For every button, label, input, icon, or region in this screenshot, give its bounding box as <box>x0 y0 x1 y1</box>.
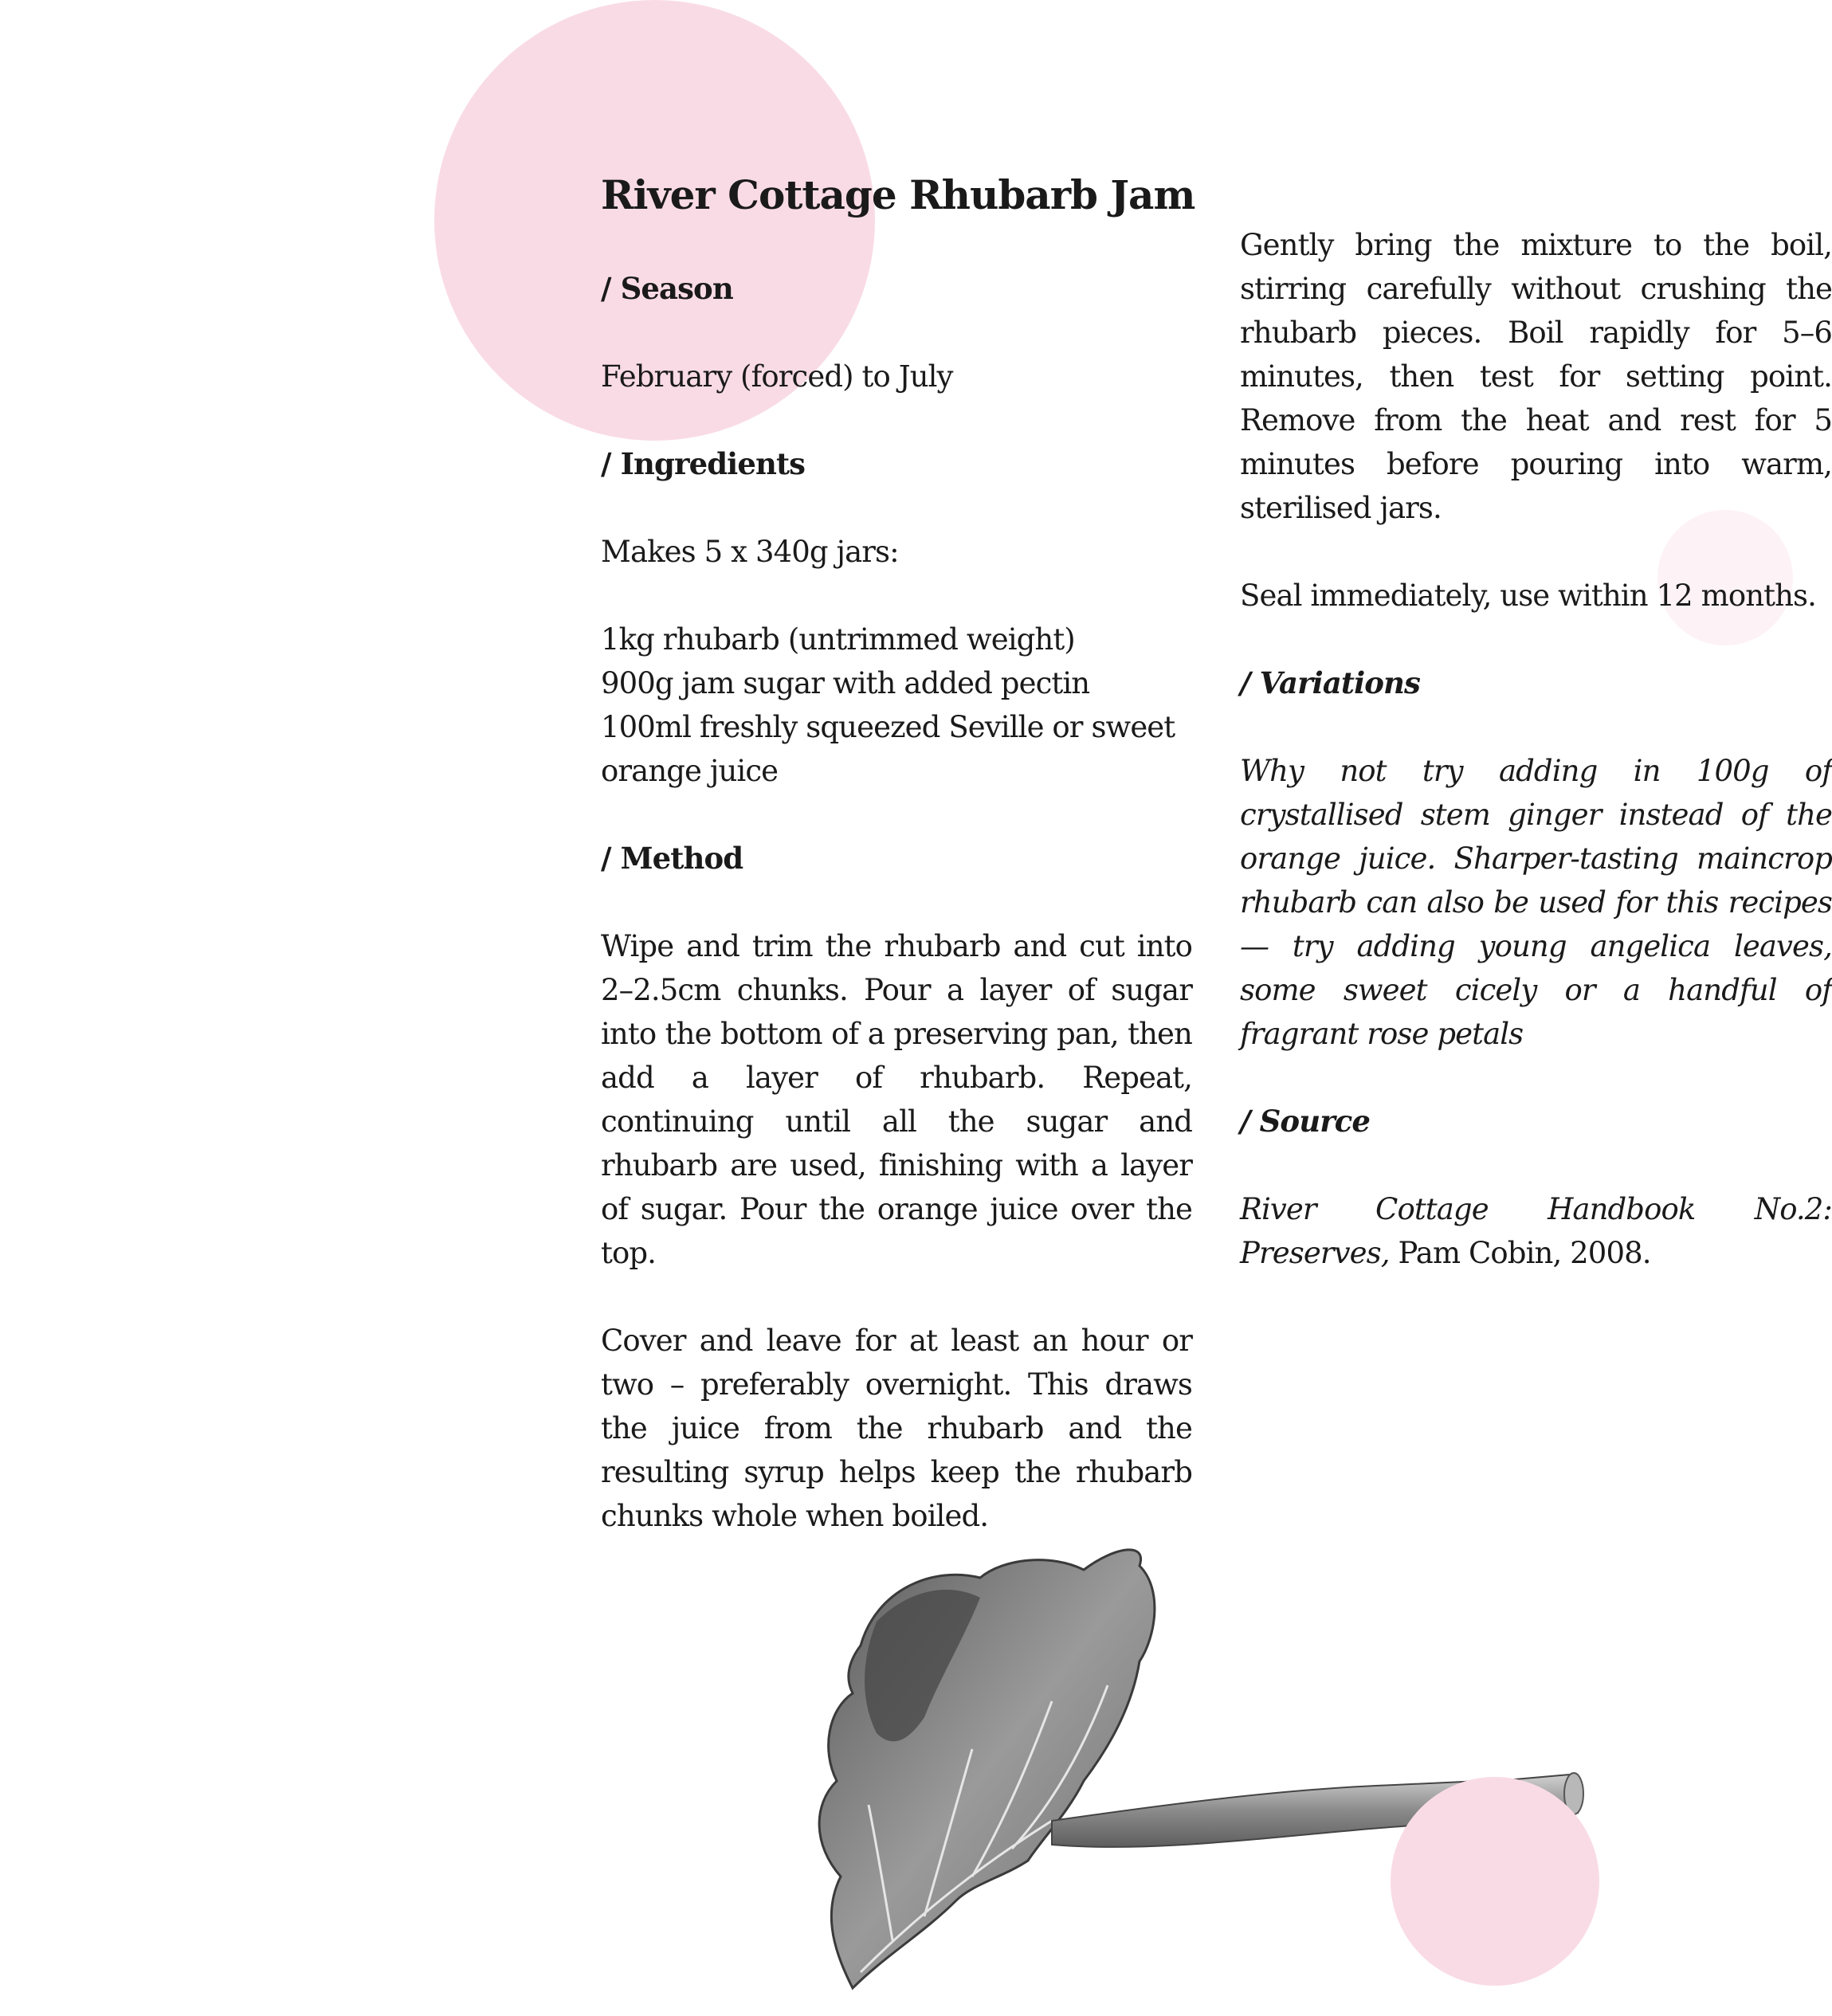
variations-heading: / Variations <box>1240 665 1420 700</box>
recipe-title: River Cottage Rhubarb Jam <box>601 171 1195 218</box>
method-step: Cover and leave for at least an hour or two – preferably overnight. This draws the juice from the rhubarb and the resulting syrup helps keep the rhubarb chunks whole when boiled. <box>601 1324 1192 1533</box>
season-heading: / Season <box>601 271 733 306</box>
ingredient-item: 1kg rhubarb (untrimmed weight) <box>601 622 1075 657</box>
method-step: Seal immediately, use within 12 months. <box>1240 579 1816 613</box>
method-step: Gently bring the mixture to the boil, stirring carefully without crushing the rhubarb pieces. Boil rapidly for 5–6 minutes, then test for setting point. Remove from the heat and rest for 5 minutes before pouring into warm, sterilised jars. <box>1240 228 1832 525</box>
ingredients-yield: Makes 5 x 340g jars: <box>601 535 899 569</box>
ingredient-item: 900g jam sugar with added pectin <box>601 666 1090 700</box>
source-citation <box>1240 1187 1832 1275</box>
decorative-pink-circle-bottom <box>1391 1777 1599 1986</box>
method-heading: / Method <box>601 841 743 876</box>
ingredient-item: 100ml freshly squeezed Seville or sweet orange juice <box>601 710 1175 788</box>
source-book-title: River Cottage Handbook No.2: Preserves, <box>1240 1192 1832 1270</box>
ingredients-heading: / Ingredients <box>601 446 806 481</box>
left-column <box>601 267 1192 1582</box>
method-step: Wipe and trim the rhubarb and cut into 2–2.5cm chunks. Pour a layer of sugar into the bottom of a preserving pan, then add a layer of rhubarb. Repeat, continuing until all the sugar and rhubarb are used, finishing with a layer of sugar. Pour the orange juice over the top. <box>601 929 1192 1270</box>
season-text: February (forced) to July <box>601 359 953 394</box>
source-heading: / Source <box>1240 1104 1371 1139</box>
variations-text: Why not try adding in 100g of crystallised stem ginger instead of the orange juice. Sharper-tasting maincrop rhubarb can also be used for this recipes — try adding young angelica leaves, some sweet cicely or a handful of fragrant rose petals <box>1240 754 1832 1051</box>
source-author-year: Pam Cobin, 2008. <box>1389 1236 1651 1270</box>
ingredients-list <box>601 618 1192 793</box>
right-column <box>1240 228 1832 1319</box>
